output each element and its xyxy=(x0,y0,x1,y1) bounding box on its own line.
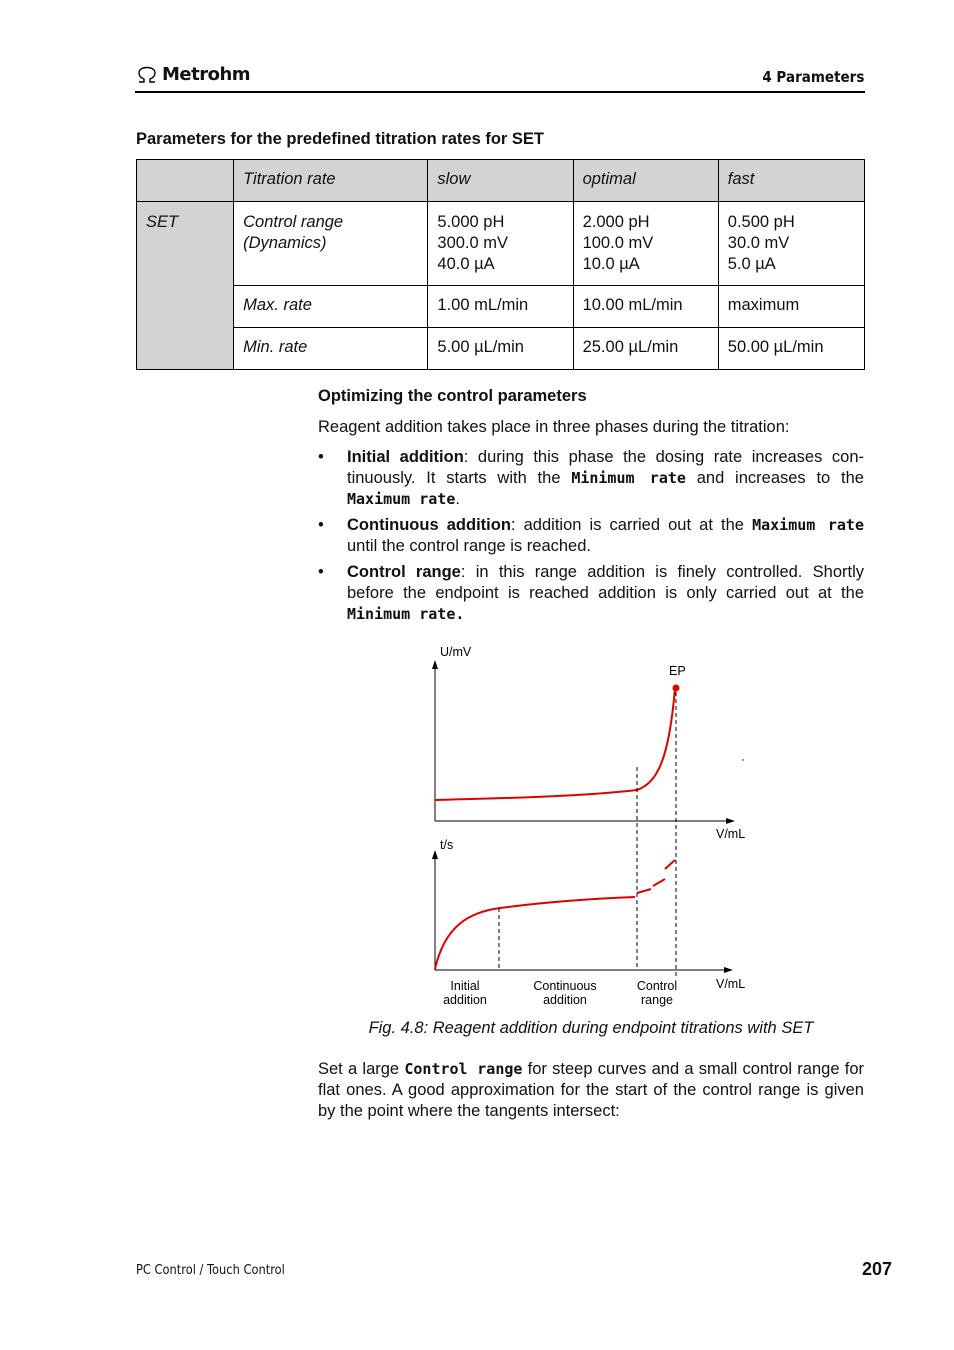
phase-list xyxy=(318,447,864,630)
phase-label: addition xyxy=(443,993,487,1007)
value-cell: maximum xyxy=(718,286,864,328)
text: and increases to the xyxy=(685,469,864,487)
parameter-name: Minimum rate. xyxy=(347,605,465,623)
value: 5.0 µA xyxy=(727,255,776,273)
term: Initial addition xyxy=(347,448,464,466)
section-title: Parameters for the predefined titration rates for SET xyxy=(136,130,545,148)
value-cell: 50.00 µL/min xyxy=(718,328,864,370)
ep-label: EP xyxy=(669,664,686,678)
top-x-arrow-icon xyxy=(726,818,735,824)
table-row xyxy=(137,202,865,286)
phase-label: Continuous xyxy=(533,979,597,993)
value-cell: 10.00 mL/min xyxy=(573,286,718,328)
table-header-row xyxy=(137,160,865,202)
chapter-title: 4 Parameters xyxy=(761,68,864,86)
value: 100.0 mV xyxy=(582,234,654,252)
stray-dot xyxy=(742,759,743,760)
footer-product: PC Control / Touch Control xyxy=(136,1263,285,1278)
list-item xyxy=(318,447,864,510)
value-cell: 1.00 mL/min xyxy=(428,286,573,328)
bottom-x-label: V/mL xyxy=(716,977,746,991)
row-label: Control range xyxy=(243,213,344,231)
table-header-cell: fast xyxy=(718,160,864,202)
text: : in this range addition is finely controlled. Shortly before the endpoint is reached addition is only carried out at the xyxy=(347,563,864,602)
row-label: (Dynamics) xyxy=(243,234,327,252)
subsection-title: Optimizing the control parameters xyxy=(318,387,587,405)
table-corner-cell xyxy=(137,160,234,202)
top-x-label: V/mL xyxy=(716,827,746,841)
bullet-icon: • xyxy=(318,516,324,534)
parameter-name: Minimum rate xyxy=(571,469,686,487)
mode-cell: SET xyxy=(137,202,234,370)
table-header-cell: optimal xyxy=(573,160,718,202)
text: : addition is carried out at the xyxy=(510,516,753,534)
table-header-cell: slow xyxy=(428,160,573,202)
table-header-cell: Titration rate xyxy=(234,160,428,202)
table-row xyxy=(137,328,865,370)
value-cell: 25.00 µL/min xyxy=(573,328,718,370)
table-row xyxy=(137,286,865,328)
time-curve-segment xyxy=(665,860,675,869)
value-cell: 5.00 µL/min xyxy=(428,328,573,370)
value: 30.0 mV xyxy=(727,234,790,252)
intro-paragraph: Reagent addition takes place in three phases during the titration: xyxy=(318,418,790,436)
bottom-y-label: t/s xyxy=(440,838,454,852)
figure-caption: Fig. 4.8: Reagent addition during endpoint titrations with SET xyxy=(368,1019,814,1037)
omega-logo-icon xyxy=(136,66,158,84)
value: 5.000 pH xyxy=(437,213,505,231)
reagent-addition-figure xyxy=(425,640,755,1015)
time-curve-segment xyxy=(653,879,665,886)
text: . xyxy=(455,490,460,508)
bullet-icon: • xyxy=(318,563,324,581)
time-curve-segment xyxy=(637,889,651,893)
row-label-cell: Min. rate xyxy=(234,328,428,370)
value: 300.0 mV xyxy=(437,234,509,252)
bottom-x-arrow-icon xyxy=(724,967,733,973)
text: Set a large xyxy=(318,1060,405,1078)
value-cell xyxy=(428,202,573,286)
text: until the control range is reached. xyxy=(347,537,591,555)
bullet-icon: • xyxy=(318,448,324,466)
value: 40.0 µA xyxy=(437,255,495,273)
parameter-name: Maximum rate xyxy=(752,516,864,534)
metrohm-logo xyxy=(136,64,250,85)
header-rule xyxy=(135,91,865,93)
titration-rate-table xyxy=(136,159,865,370)
list-item xyxy=(318,515,864,557)
term: Continuous addition xyxy=(347,516,511,534)
parameter-name: Maximum rate xyxy=(347,490,456,508)
term: Control range xyxy=(347,563,461,581)
list-item xyxy=(318,562,864,625)
brand-name: Metrohm xyxy=(162,64,251,85)
page-number: 207 xyxy=(862,1259,893,1279)
parameter-name: Control range xyxy=(404,1060,523,1078)
top-y-label: U/mV xyxy=(440,645,472,659)
phase-label: Control xyxy=(636,979,678,993)
closing-paragraph xyxy=(318,1059,864,1122)
endpoint-marker xyxy=(673,685,680,692)
value: 0.500 pH xyxy=(727,213,795,231)
phase-label: addition xyxy=(543,993,587,1007)
value-cell xyxy=(573,202,718,286)
row-label-cell xyxy=(234,202,428,286)
top-y-arrow-icon xyxy=(432,660,438,669)
row-label-cell: Max. rate xyxy=(234,286,428,328)
time-curve xyxy=(435,897,635,969)
value-cell xyxy=(718,202,864,286)
text: for steep curves and a small control range for flat ones. A good approximation for the start of the control range is given by the point where the tangents intersect: xyxy=(318,1060,864,1120)
phase-label: range xyxy=(641,993,673,1007)
phase-label: Initial xyxy=(450,979,480,993)
value: 2.000 pH xyxy=(582,213,650,231)
bottom-y-arrow-icon xyxy=(432,850,438,859)
text: : during this phase the dosing rate increases con-tinuously. It starts with the xyxy=(347,448,864,487)
titration-curve xyxy=(435,688,675,800)
value: 10.0 µA xyxy=(582,255,640,273)
